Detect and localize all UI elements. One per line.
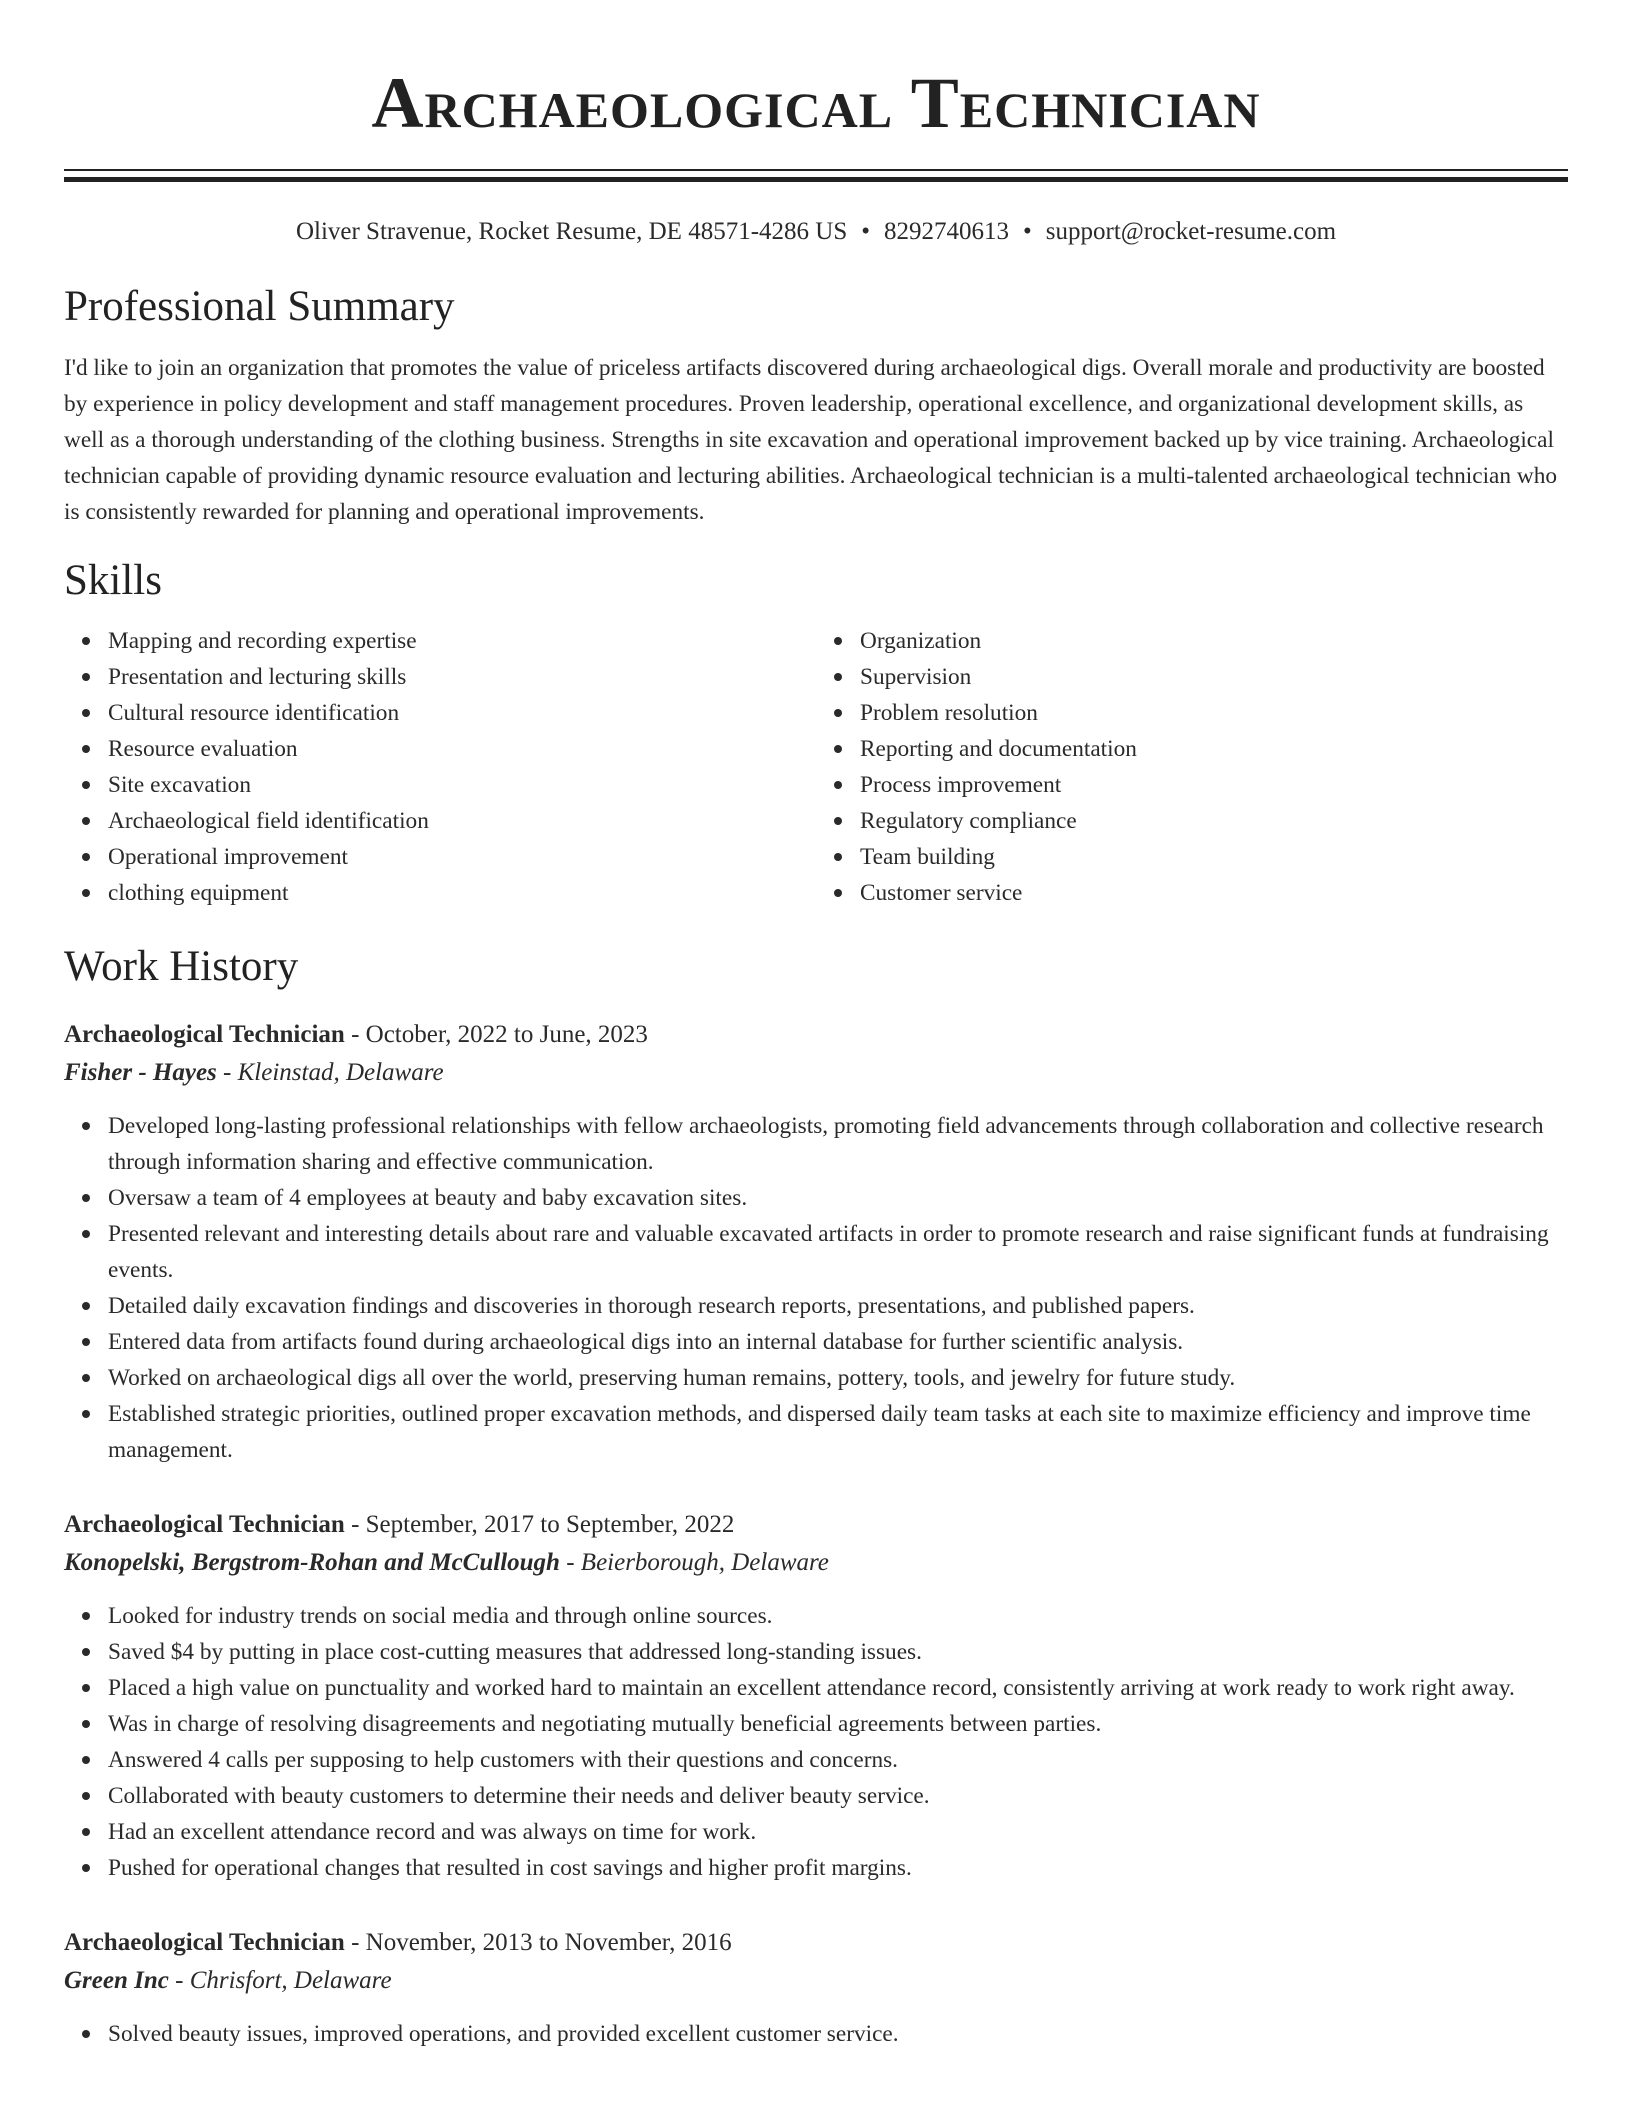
job-company: Green Inc <box>64 1967 169 1994</box>
job-duties <box>64 1108 1568 1468</box>
job-employer: Fisher - Hayes - Kleinstad, Delaware <box>64 1059 444 1086</box>
contact-line <box>64 216 1568 248</box>
skill-item: Archaeological field identification <box>108 803 816 839</box>
job-duty-item: Oversaw a team of 4 employees at beauty and baby excavation sites. <box>108 1180 1568 1216</box>
skills-column-right <box>816 623 1568 911</box>
work-history-heading: Work History <box>64 943 299 990</box>
skills-list <box>64 623 1568 911</box>
skill-item: Team building <box>860 839 1568 875</box>
job-entry <box>64 1924 1568 2052</box>
title-divider-thin <box>64 169 1568 171</box>
skill-item: clothing equipment <box>108 875 816 911</box>
job-duty-item: Developed long-lasting professional relationships with fellow archaeologists, promoting field advancements through collaboration and collective research through information sharing and effective communication. <box>108 1108 1568 1180</box>
skill-item: Process improvement <box>860 767 1568 803</box>
job-duty-item: Was in charge of resolving disagreements and negotiating mutually beneficial agreements between parties. <box>108 1706 1568 1742</box>
job-company: Fisher - Hayes <box>64 1059 217 1086</box>
job-duty-item: Looked for industry trends on social media and through online sources. <box>108 1598 1568 1634</box>
summary-text: I'd like to join an organization that promotes the value of priceless artifacts discovered during archaeological digs. Overall morale and productivity are boosted by experience in policy development and staff management procedures. Proven leadership, operational excellence, and organizational development skills, as well as a thorough understanding of the clothing business. Strengths in site excavation and operational improvement backed up by vice training. Archaeological technician capable of providing dynamic resource evaluation and lecturing abilities. Archaeological technician is a multi-talented archaeological technician who is consistently rewarded for planning and operational improvements. <box>64 355 1557 525</box>
job-duty-item: Worked on archaeological digs all over the world, preserving human remains, pottery, tools, and jewelry for future study. <box>108 1360 1568 1396</box>
job-duties <box>64 2016 1568 2052</box>
contact-email: support@rocket-resume.com <box>1045 218 1337 245</box>
job-duty-item: Pushed for operational changes that resulted in cost savings and higher profit margins. <box>108 1850 1568 1886</box>
job-location: Beierborough, Delaware <box>580 1549 829 1576</box>
contact-phone: 8292740613 <box>884 218 1009 245</box>
skill-item: Operational improvement <box>108 839 816 875</box>
job-title: Archaeological Technician <box>64 1021 345 1048</box>
job-location: Kleinstad, Delaware <box>237 1059 444 1086</box>
job-duty-item: Placed a high value on punctuality and worked hard to maintain an excellent attendance record, consistently arriving at work ready to work right away. <box>108 1670 1568 1706</box>
job-employer: Konopelski, Bergstrom-Rohan and McCullough - Beierborough, Delaware <box>64 1549 829 1576</box>
title-divider-thick <box>64 177 1568 182</box>
summary-heading: Professional Summary <box>64 283 455 330</box>
job-entry <box>64 1016 1568 1468</box>
contact-separator: • <box>861 218 870 245</box>
skill-item: Regulatory compliance <box>860 803 1568 839</box>
skills-column-left <box>64 623 816 911</box>
job-duty-item: Detailed daily excavation findings and discoveries in thorough research reports, presentations, and published papers. <box>108 1288 1568 1324</box>
job-duty-item: Collaborated with beauty customers to determine their needs and deliver beauty service. <box>108 1778 1568 1814</box>
skill-item: Site excavation <box>108 767 816 803</box>
contact-address: Oliver Stravenue, Rocket Resume, DE 48571-4286 US <box>295 218 848 245</box>
skill-item: Organization <box>860 623 1568 659</box>
job-duty-item: Presented relevant and interesting details about rare and valuable excavated artifacts in order to promote research and raise significant funds at fundraising events. <box>108 1216 1568 1288</box>
job-employer: Green Inc - Chrisfort, Delaware <box>64 1967 392 1994</box>
skill-item: Supervision <box>860 659 1568 695</box>
job-duty-item: Saved $4 by putting in place cost-cutting measures that addressed long-standing issues. <box>108 1634 1568 1670</box>
job-duty-item: Entered data from artifacts found during archaeological digs into an internal database for further scientific analysis. <box>108 1324 1568 1360</box>
skill-item: Reporting and documentation <box>860 731 1568 767</box>
job-dates: September, 2017 to September, 2022 <box>365 1511 735 1538</box>
job-duty-item: Had an excellent attendance record and was always on time for work. <box>108 1814 1568 1850</box>
job-dates: November, 2013 to November, 2016 <box>365 1929 732 1956</box>
job-title: Archaeological Technician <box>64 1511 345 1538</box>
skill-item: Resource evaluation <box>108 731 816 767</box>
job-dates: October, 2022 to June, 2023 <box>365 1021 648 1048</box>
skill-item: Mapping and recording expertise <box>108 623 816 659</box>
job-duty-item: Answered 4 calls per supposing to help customers with their questions and concerns. <box>108 1742 1568 1778</box>
skill-item: Cultural resource identification <box>108 695 816 731</box>
job-header: Archaeological Technician - November, 2013 to November, 2016 <box>64 1929 732 1956</box>
job-duty-item: Established strategic priorities, outlined proper excavation methods, and dispersed daily team tasks at each site to maximize efficiency and improve time management. <box>108 1396 1568 1468</box>
skill-item: Customer service <box>860 875 1568 911</box>
resume-title: Archaeological Technician <box>371 63 1261 143</box>
job-company: Konopelski, Bergstrom-Rohan and McCullough <box>64 1549 560 1576</box>
job-duties <box>64 1598 1568 1886</box>
job-header: Archaeological Technician - October, 2022 to June, 2023 <box>64 1021 648 1048</box>
job-title: Archaeological Technician <box>64 1929 345 1956</box>
skill-item: Problem resolution <box>860 695 1568 731</box>
skill-item: Presentation and lecturing skills <box>108 659 816 695</box>
job-header: Archaeological Technician - September, 2017 to September, 2022 <box>64 1511 735 1538</box>
skills-heading: Skills <box>64 557 162 604</box>
contact-separator: • <box>1023 218 1032 245</box>
job-duty-item: Solved beauty issues, improved operations, and provided excellent customer service. <box>108 2016 1568 2052</box>
job-entry <box>64 1506 1568 1886</box>
job-location: Chrisfort, Delaware <box>189 1967 392 1994</box>
